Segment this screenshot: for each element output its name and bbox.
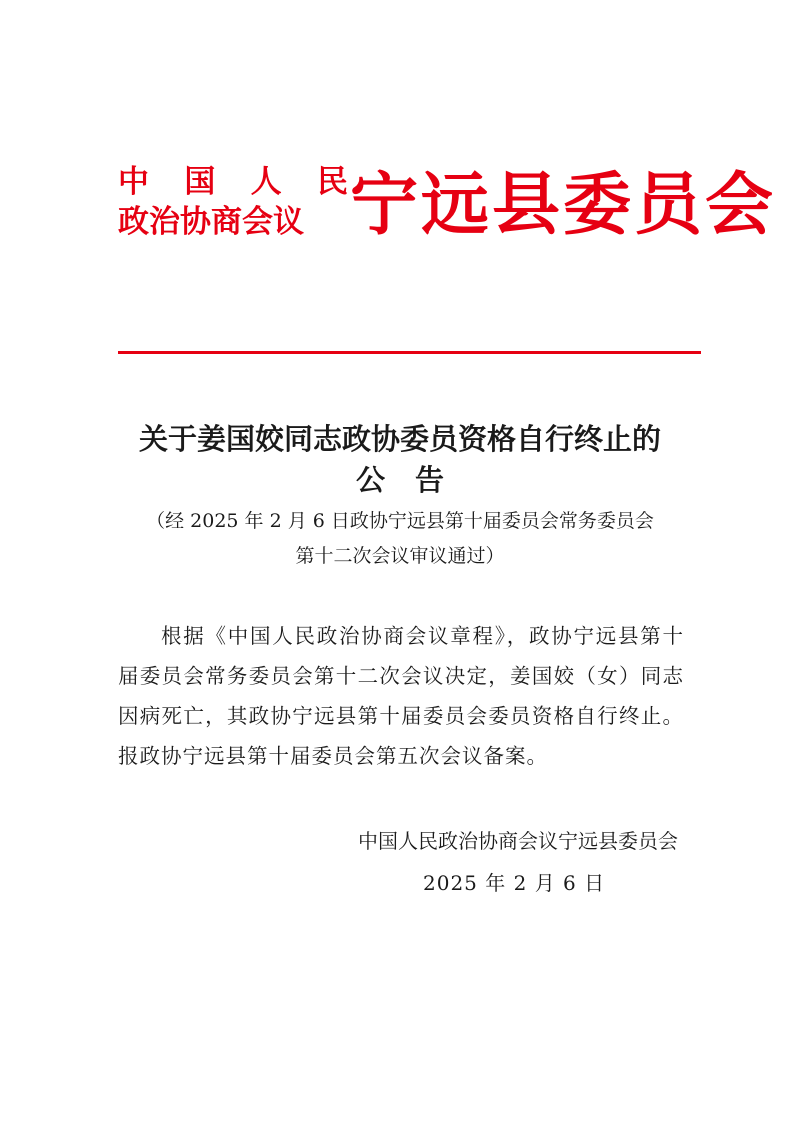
org-name-small — [118, 162, 348, 242]
org-char: 人 — [250, 164, 282, 200]
org-name-large: 宁远县委员会 — [350, 165, 777, 245]
org-char: 民 — [316, 164, 348, 200]
header-divider — [118, 351, 701, 354]
signature-organization: 中国人民政治协商会议宁远县委员会 — [358, 829, 678, 853]
document-title-line-1: 关于姜国姣同志政协委员资格自行终止的 — [138, 422, 661, 456]
body-paragraph: 根据《中国人民政治协商会议章程》，政协宁远县第十届委员会常务委员会第十二次会议决定，姜国姣（女）同志因病死亡，其政协宁远县第十届委员会委员资格自行终止。报政协宁远县第十届委员会第五次会议备案。 — [118, 624, 684, 768]
document-title-line-2: 公告 — [355, 463, 474, 497]
approval-note-line-2: 第十二次会议审议通过） — [295, 545, 505, 567]
document-body — [118, 616, 684, 776]
document-header — [118, 162, 777, 252]
org-name-line-2: 政治协商会议 — [118, 204, 304, 240]
org-char: 国 — [184, 164, 216, 200]
signature-date: 2025 年 2 月 6 日 — [423, 871, 606, 895]
org-name-line-1 — [118, 162, 348, 202]
approval-note-line-1: （经 2025 年 2 月 6 日政协宁远县第十届委员会常务委员会 — [146, 510, 654, 532]
org-char: 中 — [118, 164, 149, 200]
